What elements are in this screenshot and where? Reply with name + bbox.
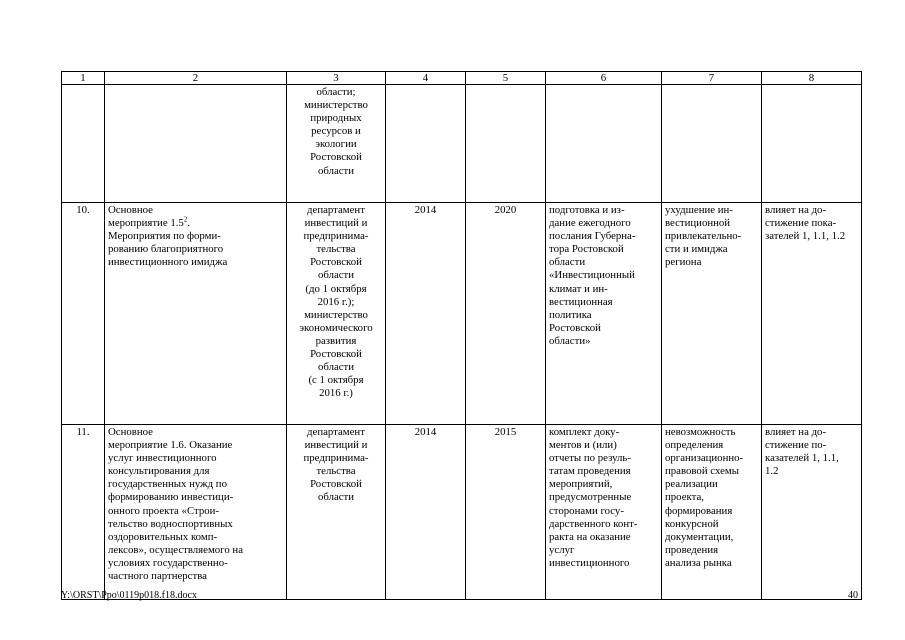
cell-end-year: 2015 (466, 425, 546, 600)
table-row-10 (62, 203, 862, 425)
measure-name-part: . Мероприятия по форми- рованию благоприятного инвестиционного имиджа (108, 217, 228, 269)
cell-executor: департамент инвестиций и предпринима- тельства Ростовской области (до 1 октября 2016 г.); министерство экономического развития Ростовской области (с 1 октября 2016 г.) (287, 203, 386, 425)
cell-start-year: 2014 (386, 425, 466, 600)
cell-expected-result: комплект доку- ментов и (или) отчеты по резуль- татам проведения мероприятий, предусмотренные сторонами госу- дарственного конт- ракта на оказание услуг инвестиционного (546, 425, 662, 600)
cell-measure-name (105, 85, 287, 203)
cell-measure-name: Основное мероприятие 1.6. Оказание услуг инвестиционного консультирования для государственных нужд по формированию инвестици- онного проекта «Строи- тельство водноспортивных оздоровительных комп- лексов», осуществляемого на условиях государственно- частного партнерства (105, 425, 287, 600)
col-header-8: 8 (762, 72, 862, 85)
col-header-2: 2 (105, 72, 287, 85)
cell-relation: влияет на до- стижение по- казателей 1, 1.1, 1.2 (762, 425, 862, 600)
cell-number: 11. (62, 425, 105, 600)
cell-consequence (662, 85, 762, 203)
cell-measure-name (105, 203, 287, 425)
col-header-1: 1 (62, 72, 105, 85)
cell-executor: области; министерство природных ресурсов и экологии Ростовской области (287, 85, 386, 203)
measure-name-part: Основное мероприятие 1.5 (108, 204, 184, 230)
cell-number: 10. (62, 203, 105, 425)
col-header-7: 7 (662, 72, 762, 85)
cell-expected-result: подготовка и из- дание ежегодного послания Губерна- тора Ростовской области «Инвестиционный климат и ин- вестиционная политика Ростовской области» (546, 203, 662, 425)
cell-end-year: 2020 (466, 203, 546, 425)
col-header-6: 6 (546, 72, 662, 85)
footer-file-path: Y:\ORST\Ppo\0119p018.f18.docx (61, 590, 197, 601)
col-header-4: 4 (386, 72, 466, 85)
cell-consequence: ухудшение ин- вестиционной привлекательно- сти и имиджа региона (662, 203, 762, 425)
table-row-continuation (62, 85, 862, 203)
cell-expected-result (546, 85, 662, 203)
header-row (62, 72, 862, 85)
cell-start-year (386, 85, 466, 203)
col-header-5: 5 (466, 72, 546, 85)
cell-end-year (466, 85, 546, 203)
measures-table (61, 71, 862, 600)
cell-consequence: невозможность определения организационно- правовой схемы реализации проекта, формирования конкурсной документации, проведения анализа рынка (662, 425, 762, 600)
cell-relation: влияет на до- стижение пока- зателей 1, 1.1, 1.2 (762, 203, 862, 425)
cell-relation (762, 85, 862, 203)
table-row-11 (62, 425, 862, 600)
cell-start-year: 2014 (386, 203, 466, 425)
cell-executor: департамент инвестиций и предпринима- тельства Ростовской области (287, 425, 386, 600)
col-header-3: 3 (287, 72, 386, 85)
cell-number (62, 85, 105, 203)
footnote-marker: 2 (183, 215, 188, 224)
footer-page-number: 40 (848, 590, 858, 601)
